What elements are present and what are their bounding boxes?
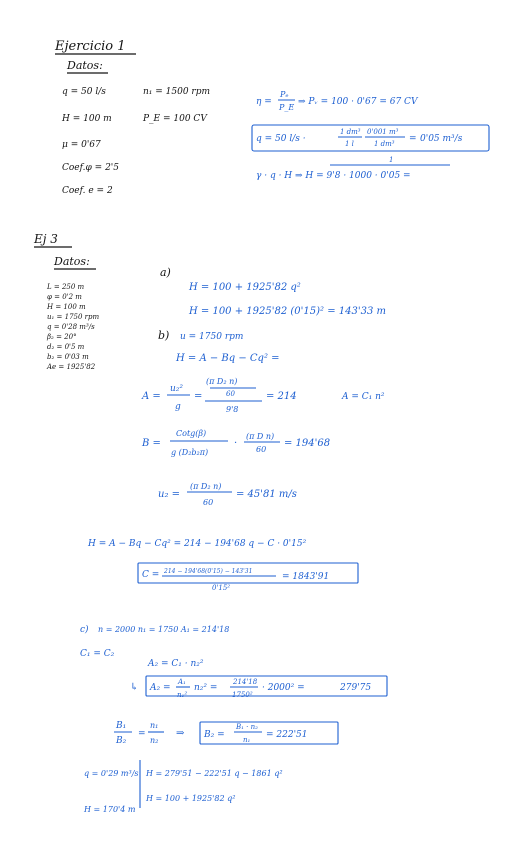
ex3-data-item: φ = 0'2 m bbox=[47, 293, 82, 301]
ex3-C-den: 0'15² bbox=[212, 584, 231, 592]
ex1-eq1-rhs: ⇒ Pᵥ = 100 · 0'67 = 67 CV bbox=[298, 97, 418, 107]
ex3-c5-lhs: B₂ = bbox=[204, 730, 225, 740]
ex3-part-c-label: c) bbox=[80, 625, 89, 635]
ex3-c5-arrow: ⇒ bbox=[176, 728, 185, 739]
ex1-eq2-f1d: 1 l bbox=[345, 140, 354, 148]
ex3-A-result: = 214 bbox=[266, 391, 297, 402]
ex1-data-q: q = 50 l/s bbox=[62, 87, 106, 97]
ex3-part-b-label: b) bbox=[158, 329, 170, 342]
ex3-data-item: d₂ = 0'5 m bbox=[47, 343, 85, 351]
ex3-c5-fn: B₁ bbox=[116, 721, 127, 731]
ex3-c-equal-c: C₁ = C₂ bbox=[80, 649, 115, 659]
ex3-data-item: H = 100 m bbox=[47, 303, 86, 311]
ex3-H-result: H = 170'4 m bbox=[84, 805, 136, 814]
ex3-c5-fd: B₂ bbox=[116, 736, 127, 746]
ex3-a-eq1: H = 100 + 1925'82 q² bbox=[189, 282, 301, 293]
ex3-system-eq1: H = 279'51 − 222'51 q − 1861 q² bbox=[146, 769, 283, 778]
ex3-C-num: 214 − 194'68(0'15) − 143'31 bbox=[164, 568, 253, 575]
ex3-c4-fn: A₁ bbox=[178, 678, 186, 686]
ex1-eq3: γ · q · H ⇒ H = 9'8 · 1000 · 0'05 = bbox=[256, 171, 411, 181]
ex1-eq1-den: P_E bbox=[279, 103, 295, 112]
ex1-eq2-f2n: 0'001 m³ bbox=[367, 128, 399, 136]
ex3-A-pnum2: 60 bbox=[226, 390, 235, 398]
ex1-eq2-f2d: 1 dm³ bbox=[374, 140, 395, 148]
ex3-c4-f2n: 214'18 bbox=[233, 678, 258, 686]
ex3-C-lhs: C = bbox=[142, 570, 160, 580]
ex1-eq3-one: 1 bbox=[389, 156, 394, 164]
ex1-title: Ejercicio 1 bbox=[55, 39, 126, 54]
ex3-b-eq-general: H = A − Bq − Cq² = bbox=[176, 353, 280, 364]
ex3-A-pden: 9'8 bbox=[226, 405, 239, 414]
ex3-c-given: n = 2000 n₁ = 1750 A₁ = 214'18 bbox=[98, 625, 230, 634]
ex3-B-num: Cotg(β) bbox=[176, 429, 207, 438]
ex3-A-eq: = bbox=[194, 391, 203, 402]
ex1-data-coef-e: Coef. e = 2 bbox=[62, 186, 113, 196]
ex3-B-den: g (D₂b₂π) bbox=[171, 448, 209, 457]
ex3-b-rpm: u = 1750 rpm bbox=[180, 332, 244, 342]
ex3-q-result: q = 0'29 m³/s bbox=[84, 769, 139, 778]
ex3-c4-tail: · 2000² = bbox=[262, 683, 305, 693]
ex3-B-dot: · bbox=[234, 438, 238, 449]
ex3-A-lhs: A = bbox=[142, 391, 161, 402]
ex3-c5-result: = 222'51 bbox=[266, 730, 308, 740]
ex3-c4-f2d: 1750² bbox=[232, 691, 253, 699]
ex3-a-eq2: H = 100 + 1925'82 (0'15)² = 143'33 m bbox=[189, 306, 386, 317]
ex3-c-arrow: ↳ bbox=[130, 682, 139, 693]
ex3-A-side: A = C₁ n² bbox=[342, 392, 385, 402]
ex3-data-item: β₂ = 20° bbox=[47, 333, 77, 341]
ex3-system-eq2: H = 100 + 1925'82 q² bbox=[146, 794, 236, 803]
ex3-datos-title: Datos: bbox=[54, 255, 90, 268]
ex3-c-a2-formula: A₂ = C₁ · n₂² bbox=[148, 659, 204, 669]
ex3-data-item: q = 0'28 m³/s bbox=[47, 323, 95, 331]
ex3-data-item: b₂ = 0'03 m bbox=[47, 353, 89, 361]
ex3-A-den: g bbox=[175, 402, 181, 412]
ex3-part-a-label: a) bbox=[160, 266, 171, 279]
ex1-eq2-f1n: 1 dm³ bbox=[340, 128, 361, 136]
ex3-u2-den: 60 bbox=[203, 498, 214, 507]
ex3-u2-num: (π D₂ n) bbox=[190, 482, 222, 491]
ex3-data-item: L = 250 m bbox=[47, 283, 85, 291]
ex3-u2-lhs: u₂ = bbox=[158, 489, 181, 500]
ex1-eq1-lhs: η = bbox=[256, 97, 272, 107]
ex3-data-item: Ae = 1925'82 bbox=[47, 363, 96, 371]
ex3-C-result: = 1843'91 bbox=[282, 572, 330, 582]
ex3-c4-fd: n₁² bbox=[177, 691, 188, 699]
ex1-eq1-num: Pₑ bbox=[280, 90, 289, 99]
ex3-B-result: = 194'68 bbox=[284, 438, 331, 449]
ex3-B-pnum: (π D n) bbox=[246, 432, 275, 441]
ex1-eq2-a: q = 50 l/s · bbox=[256, 134, 306, 144]
ex3-A-num: u₂² bbox=[170, 384, 184, 394]
ex1-data-mu: μ = 0'67 bbox=[62, 140, 101, 150]
ex3-c4-result: 279'75 bbox=[340, 683, 372, 693]
ex3-u2-result: = 45'81 m/s bbox=[236, 489, 297, 500]
ex3-c5-eq: = bbox=[138, 729, 146, 739]
ex1-data-coef-phi: Coef.φ = 2'5 bbox=[62, 163, 119, 173]
ex3-c5-hn: B₁ · n₂ bbox=[236, 723, 258, 731]
ex1-datos-title: Datos: bbox=[67, 59, 103, 72]
ex3-c4-lhs: A₂ = bbox=[150, 683, 171, 693]
ex3-c5-gd: n₂ bbox=[150, 736, 159, 745]
ex3-c5-hd: n₁ bbox=[243, 736, 251, 744]
ex1-data-n1: n₁ = 1500 rpm bbox=[143, 87, 211, 97]
ex3-B-pden: 60 bbox=[256, 445, 267, 454]
ex1-eq2-result: 0'05 m³/s bbox=[420, 134, 463, 144]
ex3-H-substituted: H = A − Bq − Cq² = 214 − 194'68 q − C · 0'15² bbox=[88, 539, 307, 549]
ex3-title: Ej 3 bbox=[34, 232, 58, 246]
ex3-c5-gn: n₁ bbox=[150, 721, 159, 730]
ex3-A-pnum: (π D₂ n) bbox=[206, 377, 238, 386]
ex3-data-item: u₁ = 1750 rpm bbox=[47, 313, 100, 321]
ex1-eq2-eq: = bbox=[409, 134, 417, 144]
ex3-c4-mid: n₂² = bbox=[194, 683, 218, 693]
ex3-B-lhs: B = bbox=[142, 438, 161, 449]
ex1-data-pe: P_E = 100 CV bbox=[143, 114, 207, 124]
ex1-data-h: H = 100 m bbox=[62, 114, 112, 124]
